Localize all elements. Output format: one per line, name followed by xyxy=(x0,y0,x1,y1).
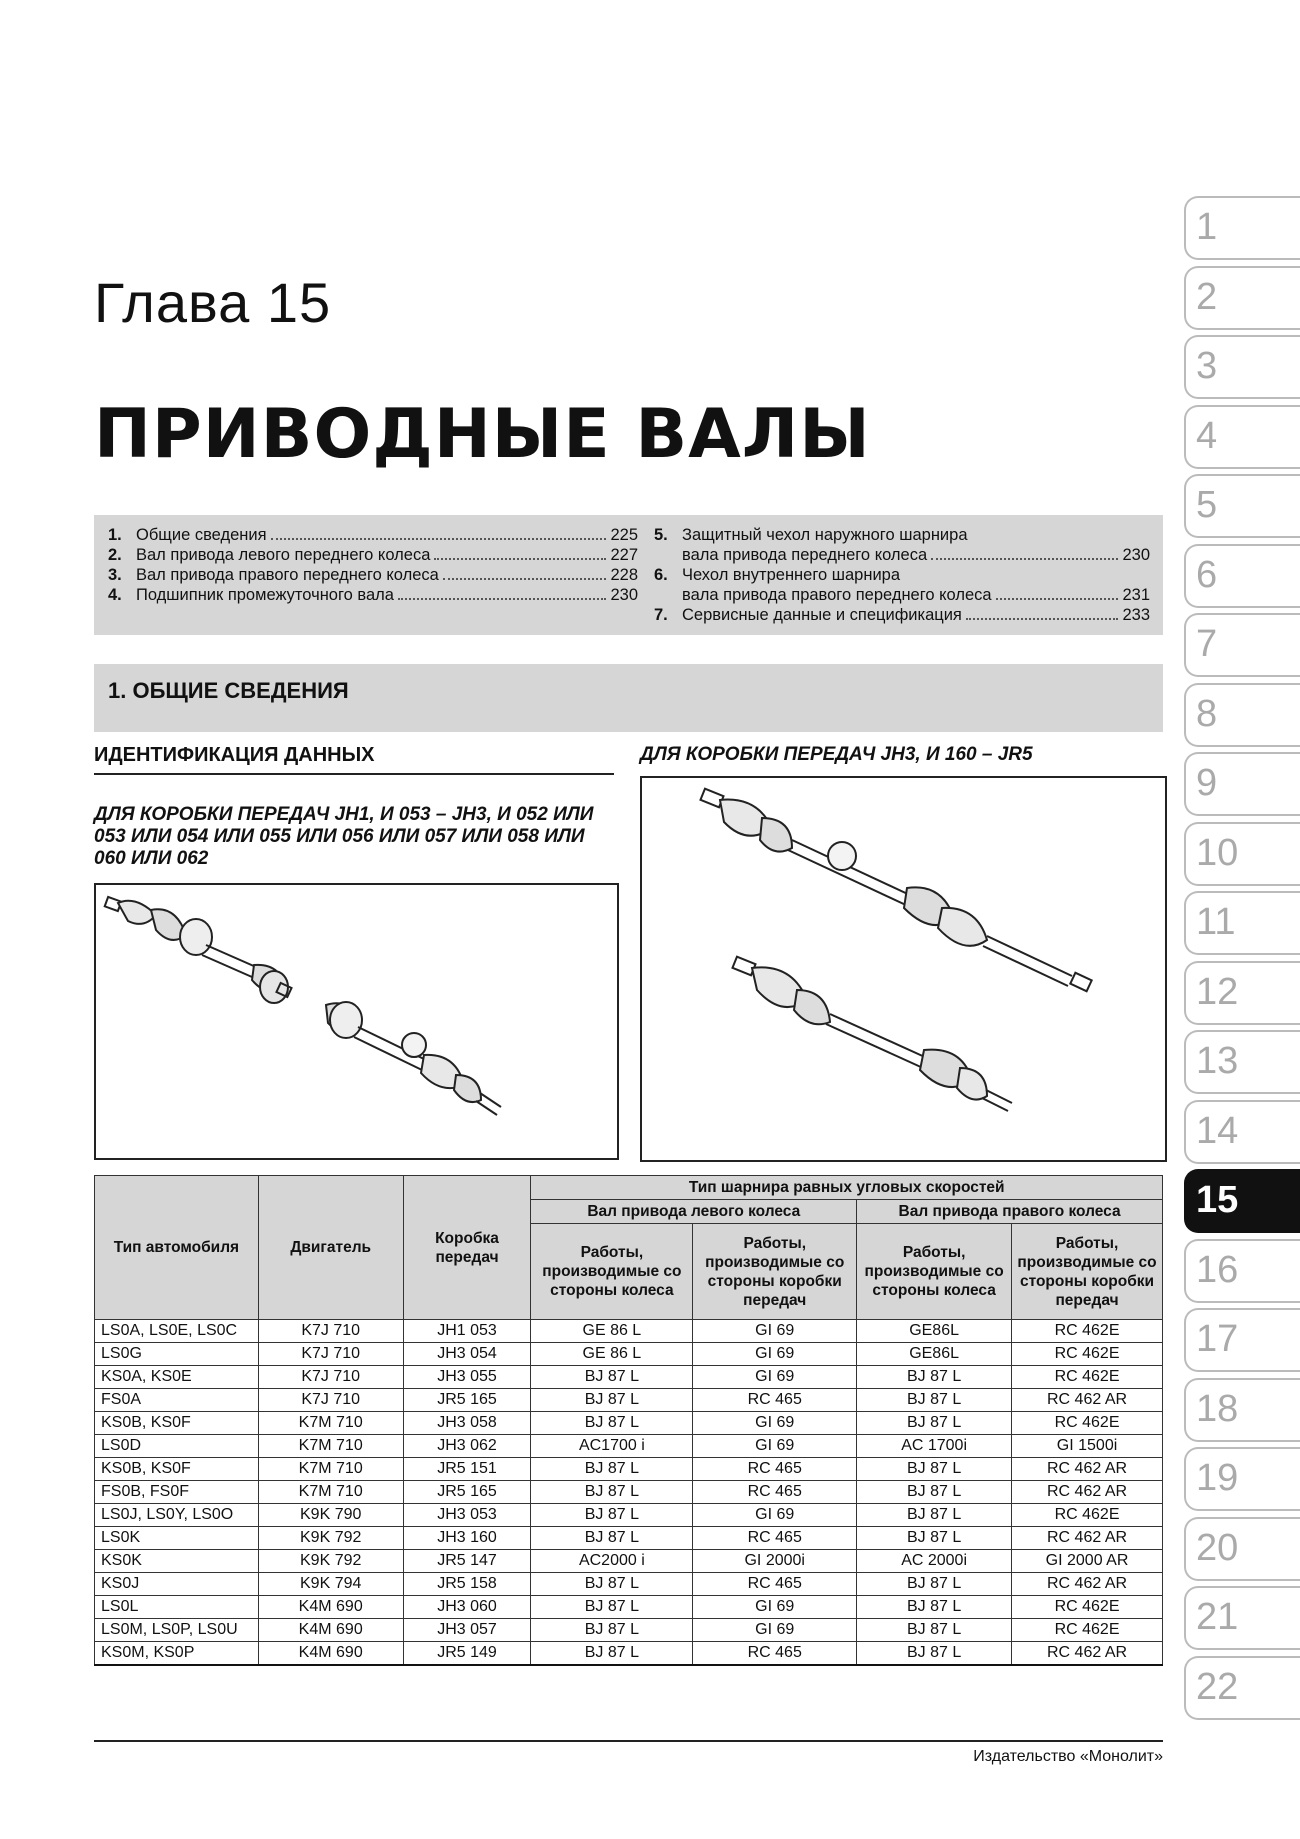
table-cell: LS0J, LS0Y, LS0O xyxy=(95,1504,259,1527)
chapter-tab-label: 13 xyxy=(1196,1040,1239,1082)
chapter-tab-8[interactable] xyxy=(1184,683,1300,747)
table-cell: JH3 058 xyxy=(403,1412,531,1435)
table-cell: JH3 053 xyxy=(403,1504,531,1527)
table-cell: JR5 165 xyxy=(403,1481,531,1504)
table-of-contents xyxy=(94,515,1163,635)
table-cell: RC 462E xyxy=(1012,1366,1163,1389)
chapter-tab-14[interactable] xyxy=(1184,1100,1300,1164)
table-cell: BJ 87 L xyxy=(531,1527,693,1550)
chapter-tab-18[interactable] xyxy=(1184,1378,1300,1442)
publisher-label: Издательство «Монолит» xyxy=(973,1748,1163,1765)
chapter-tab-label: 20 xyxy=(1196,1526,1239,1569)
table-row xyxy=(95,1504,1163,1527)
table-cell: AC2000 i xyxy=(531,1550,693,1573)
table-cell: JH1 053 xyxy=(403,1320,531,1343)
toc-entry xyxy=(108,565,638,585)
table-cell: JH3 062 xyxy=(403,1435,531,1458)
table-cell: BJ 87 L xyxy=(857,1504,1012,1527)
table-cell: GE86L xyxy=(857,1343,1012,1366)
header-engine: Двигатель xyxy=(258,1176,403,1320)
toc-leader-dots xyxy=(434,558,606,560)
table-cell: RC 462E xyxy=(1012,1596,1163,1619)
identification-heading: ИДЕНТИФИКАЦИЯ ДАННЫХ xyxy=(94,744,614,775)
chapter-tab-label: 11 xyxy=(1196,901,1236,943)
chapter-tab-20[interactable] xyxy=(1184,1517,1300,1581)
table-cell: JR5 149 xyxy=(403,1642,531,1666)
table-cell: BJ 87 L xyxy=(531,1412,693,1435)
toc-entry-continuation xyxy=(654,545,1150,565)
toc-entry-page: 230 xyxy=(610,586,638,604)
toc-leader-dots xyxy=(931,558,1118,560)
table-cell: K7J 710 xyxy=(258,1366,403,1389)
chapter-tab-label: 15 xyxy=(1196,1179,1239,1221)
table-cell: K9K 792 xyxy=(258,1550,403,1573)
table-cell: LS0G xyxy=(95,1343,259,1366)
table-cell: RC 462 AR xyxy=(1012,1481,1163,1504)
toc-entry-text: Вал привода левого переднего колеса xyxy=(136,546,431,564)
table-cell: GI 69 xyxy=(693,1366,857,1389)
table-cell: K9K 794 xyxy=(258,1573,403,1596)
table-cell: RC 462 AR xyxy=(1012,1389,1163,1412)
chapter-tab-3[interactable] xyxy=(1184,335,1300,399)
toc-entry-continuation xyxy=(654,585,1150,605)
chapter-tab-12[interactable] xyxy=(1184,961,1300,1025)
toc-entry-text: Защитный чехол наружного шарнира xyxy=(682,526,968,544)
chapter-tab-label: 21 xyxy=(1196,1596,1239,1638)
spec-table-body xyxy=(95,1320,1163,1666)
table-cell: KS0B, KS0F xyxy=(95,1458,259,1481)
chapter-tab-label: 19 xyxy=(1196,1457,1239,1499)
toc-entry-page: 231 xyxy=(1122,586,1150,604)
table-cell: GI 69 xyxy=(693,1343,857,1366)
table-cell: BJ 87 L xyxy=(857,1412,1012,1435)
table-cell: KS0B, KS0F xyxy=(95,1412,259,1435)
table-cell: GE86L xyxy=(857,1320,1012,1343)
toc-entry-number: 4. xyxy=(108,586,122,604)
header-cv-joint-type: Тип шарнира равных угловых скоростей xyxy=(531,1176,1163,1200)
table-cell: KS0K xyxy=(95,1550,259,1573)
toc-entry xyxy=(654,565,1150,585)
header-left-wheel-side: Работы, производимые со стороны колеса xyxy=(531,1224,693,1320)
table-cell: BJ 87 L xyxy=(857,1619,1012,1642)
table-cell: FS0A xyxy=(95,1389,259,1412)
table-cell: BJ 87 L xyxy=(531,1573,693,1596)
chapter-tab-label: 5 xyxy=(1196,484,1218,526)
table-row xyxy=(95,1481,1163,1504)
header-right-shaft: Вал привода правого колеса xyxy=(857,1200,1163,1224)
table-cell: BJ 87 L xyxy=(531,1389,693,1412)
toc-left-column xyxy=(108,525,638,605)
table-cell: FS0B, FS0F xyxy=(95,1481,259,1504)
chapter-tab-label: 4 xyxy=(1196,414,1218,457)
driveshaft-illustration-right xyxy=(642,778,1165,1160)
table-cell: K7J 710 xyxy=(258,1343,403,1366)
table-row xyxy=(95,1642,1163,1666)
toc-entry-number: 7. xyxy=(654,606,668,624)
table-cell: JH3 060 xyxy=(403,1596,531,1619)
toc-leader-dots xyxy=(443,578,607,580)
toc-entry-text: Общие сведения xyxy=(136,526,267,544)
table-cell: KS0M, KS0P xyxy=(95,1642,259,1666)
table-cell: BJ 87 L xyxy=(857,1573,1012,1596)
header-vehicle-type: Тип автомобиля xyxy=(95,1176,259,1320)
chapter-tab-label: 22 xyxy=(1196,1665,1239,1708)
table-row xyxy=(95,1619,1163,1642)
chapter-tab-10[interactable] xyxy=(1184,822,1300,886)
chapter-tab-label: 16 xyxy=(1196,1248,1239,1291)
table-cell: RC 465 xyxy=(693,1389,857,1412)
chapter-tab-label: 1 xyxy=(1196,206,1218,248)
chapter-tab-5[interactable] xyxy=(1184,474,1300,538)
chapter-tab-label: 6 xyxy=(1196,553,1218,596)
toc-leader-dots xyxy=(271,538,607,540)
table-cell: GI 1500i xyxy=(1012,1435,1163,1458)
table-cell: RC 462E xyxy=(1012,1343,1163,1366)
table-row xyxy=(95,1527,1163,1550)
table-cell: BJ 87 L xyxy=(857,1481,1012,1504)
chapter-tab-label: 7 xyxy=(1196,623,1218,665)
toc-entry xyxy=(108,545,638,565)
table-cell: RC 462 AR xyxy=(1012,1573,1163,1596)
table-cell: K4M 690 xyxy=(258,1596,403,1619)
table-cell: K4M 690 xyxy=(258,1619,403,1642)
toc-entry xyxy=(654,605,1150,625)
toc-leader-dots xyxy=(966,618,1119,620)
table-cell: GI 69 xyxy=(693,1435,857,1458)
table-row xyxy=(95,1550,1163,1573)
table-cell: JH3 160 xyxy=(403,1527,531,1550)
table-cell: K9K 792 xyxy=(258,1527,403,1550)
table-cell: JH3 054 xyxy=(403,1343,531,1366)
table-cell: BJ 87 L xyxy=(857,1458,1012,1481)
chapter-tab-9[interactable] xyxy=(1184,752,1300,816)
table-cell: GI 69 xyxy=(693,1619,857,1642)
chapter-tab-16[interactable] xyxy=(1184,1239,1300,1303)
table-row xyxy=(95,1343,1163,1366)
driveshaft-figure-right xyxy=(640,776,1167,1162)
table-cell: BJ 87 L xyxy=(857,1596,1012,1619)
chapter-tab-label: 9 xyxy=(1196,762,1218,804)
chapter-tab-11[interactable] xyxy=(1184,891,1300,955)
table-cell: JR5 151 xyxy=(403,1458,531,1481)
table-cell: LS0A, LS0E, LS0C xyxy=(95,1320,259,1343)
table-cell: RC 462 AR xyxy=(1012,1642,1163,1666)
table-cell: LS0M, LS0P, LS0U xyxy=(95,1619,259,1642)
table-cell: GI 2000 AR xyxy=(1012,1550,1163,1573)
chapter-tab-22[interactable] xyxy=(1184,1656,1300,1720)
table-cell: KS0J xyxy=(95,1573,259,1596)
table-cell: RC 465 xyxy=(693,1573,857,1596)
table-cell: LS0K xyxy=(95,1527,259,1550)
table-cell: RC 465 xyxy=(693,1642,857,1666)
table-cell: RC 465 xyxy=(693,1527,857,1550)
table-cell: JH3 057 xyxy=(403,1619,531,1642)
chapter-tab-17[interactable] xyxy=(1184,1308,1300,1372)
chapter-tab-label: 14 xyxy=(1196,1109,1239,1152)
table-cell: BJ 87 L xyxy=(857,1642,1012,1666)
chapter-tab-label: 3 xyxy=(1196,345,1218,387)
toc-entry-number: 1. xyxy=(108,526,122,544)
toc-entry-text: Подшипник промежуточного вала xyxy=(136,586,394,604)
table-cell: RC 465 xyxy=(693,1458,857,1481)
header-right-box-side: Работы, производимые со стороны коробки передач xyxy=(1012,1224,1163,1320)
chapter-tab-15[interactable] xyxy=(1184,1169,1300,1233)
table-cell: GE 86 L xyxy=(531,1343,693,1366)
toc-leader-dots xyxy=(996,598,1119,600)
table-cell: RC 462E xyxy=(1012,1504,1163,1527)
table-cell: BJ 87 L xyxy=(531,1619,693,1642)
chapter-title: ПРИВОДНЫЕ ВАЛЫ xyxy=(94,395,871,474)
table-row xyxy=(95,1366,1163,1389)
toc-entry-page: 225 xyxy=(610,526,638,544)
toc-entry-number: 5. xyxy=(654,526,668,544)
table-cell: BJ 87 L xyxy=(857,1366,1012,1389)
table-row xyxy=(95,1596,1163,1619)
table-cell: JR5 158 xyxy=(403,1573,531,1596)
table-cell: RC 465 xyxy=(693,1481,857,1504)
chapter-tab-4[interactable] xyxy=(1184,405,1300,469)
chapter-tab-21[interactable] xyxy=(1184,1586,1300,1650)
toc-entry-number: 3. xyxy=(108,566,122,584)
toc-entry-page: 228 xyxy=(610,566,638,584)
table-cell: K7J 710 xyxy=(258,1389,403,1412)
toc-entry-page: 227 xyxy=(610,546,638,564)
table-cell: K7M 710 xyxy=(258,1412,403,1435)
toc-right-column xyxy=(654,525,1150,625)
header-gearbox: Коробка передач xyxy=(403,1176,531,1320)
toc-entry xyxy=(108,525,638,545)
section-title: 1. ОБЩИЕ СВЕДЕНИЯ xyxy=(108,678,349,703)
table-cell: GI 69 xyxy=(693,1412,857,1435)
chapter-tab-7[interactable] xyxy=(1184,613,1300,677)
chapter-tab-13[interactable] xyxy=(1184,1030,1300,1094)
table-cell: JR5 147 xyxy=(403,1550,531,1573)
table-cell: AC1700 i xyxy=(531,1435,693,1458)
toc-entry-text: Вал привода правого переднего колеса xyxy=(136,566,439,584)
table-cell: K7M 710 xyxy=(258,1481,403,1504)
chapter-tab-label: 2 xyxy=(1196,275,1218,318)
chapter-tab-1[interactable] xyxy=(1184,196,1300,260)
table-cell: LS0L xyxy=(95,1596,259,1619)
table-cell: K7M 710 xyxy=(258,1435,403,1458)
chapter-tab-label: 18 xyxy=(1196,1387,1239,1430)
chapter-tab-2[interactable] xyxy=(1184,266,1300,330)
table-cell: AC 2000i xyxy=(857,1550,1012,1573)
table-cell: RC 462 AR xyxy=(1012,1458,1163,1481)
table-cell: KS0A, KS0E xyxy=(95,1366,259,1389)
chapter-tab-label: 17 xyxy=(1196,1318,1239,1360)
table-cell: RC 462 AR xyxy=(1012,1527,1163,1550)
figure-caption-left: ДЛЯ КОРОБКИ ПЕРЕДАЧ JH1, И 053 – JH3, И 052 ИЛИ 053 ИЛИ 054 ИЛИ 055 ИЛИ 056 ИЛИ 057 ИЛИ 058 ИЛИ 060 ИЛИ 062 xyxy=(94,804,594,869)
table-cell: JR5 165 xyxy=(403,1389,531,1412)
chapter-label: Глава 15 xyxy=(94,271,332,334)
table-cell: BJ 87 L xyxy=(531,1642,693,1666)
toc-leader-dots xyxy=(398,598,607,600)
table-cell: GI 69 xyxy=(693,1320,857,1343)
chapter-tab-6[interactable] xyxy=(1184,544,1300,608)
chapter-tab-label: 10 xyxy=(1196,831,1239,874)
table-row xyxy=(95,1458,1163,1481)
table-cell: GI 2000i xyxy=(693,1550,857,1573)
figure-caption-right: ДЛЯ КОРОБКИ ПЕРЕДАЧ JH3, И 160 – JR5 xyxy=(640,744,1033,765)
chapter-tab-label: 12 xyxy=(1196,970,1239,1013)
toc-entry xyxy=(654,525,1150,545)
table-row xyxy=(95,1389,1163,1412)
toc-entry-text: Чехол внутреннего шарнира xyxy=(682,566,901,584)
chapter-tab-label: 8 xyxy=(1196,692,1218,735)
table-cell: BJ 87 L xyxy=(531,1458,693,1481)
driveshaft-figure-left xyxy=(94,883,619,1160)
table-row xyxy=(95,1412,1163,1435)
header-left-shaft: Вал привода левого колеса xyxy=(531,1200,857,1224)
footer-rule xyxy=(94,1740,1163,1742)
table-cell: GI 69 xyxy=(693,1596,857,1619)
section-header xyxy=(94,664,1163,732)
table-cell: BJ 87 L xyxy=(531,1596,693,1619)
table-row xyxy=(95,1435,1163,1458)
table-cell: BJ 87 L xyxy=(531,1504,693,1527)
table-cell: K7J 710 xyxy=(258,1320,403,1343)
toc-entry-number: 6. xyxy=(654,566,668,584)
toc-entry-text: Сервисные данные и спецификация xyxy=(682,606,962,624)
table-cell: K9K 790 xyxy=(258,1504,403,1527)
table-cell: GE 86 L xyxy=(531,1320,693,1343)
table-cell: GI 69 xyxy=(693,1504,857,1527)
table-cell: K4M 690 xyxy=(258,1642,403,1666)
table-cell: JH3 055 xyxy=(403,1366,531,1389)
header-right-wheel-side: Работы, производимые со стороны колеса xyxy=(857,1224,1012,1320)
header-left-box-side: Работы, производимые со стороны коробки передач xyxy=(693,1224,857,1320)
table-cell: BJ 87 L xyxy=(857,1389,1012,1412)
toc-entry-page: 233 xyxy=(1122,606,1150,624)
toc-entry-text: вала привода правого переднего колеса xyxy=(682,586,992,604)
toc-entry xyxy=(108,585,638,605)
driveshaft-illustration-left xyxy=(96,885,617,1158)
table-cell: LS0D xyxy=(95,1435,259,1458)
toc-entry-page: 230 xyxy=(1122,546,1150,564)
table-cell: K7M 710 xyxy=(258,1458,403,1481)
table-cell: BJ 87 L xyxy=(531,1481,693,1504)
table-cell: AC 1700i xyxy=(857,1435,1012,1458)
toc-entry-text: вала привода переднего колеса xyxy=(682,546,928,564)
table-row xyxy=(95,1320,1163,1343)
drive-shaft-spec-table xyxy=(94,1175,1163,1666)
chapter-tab-19[interactable] xyxy=(1184,1447,1300,1511)
table-cell: RC 462E xyxy=(1012,1320,1163,1343)
toc-entry-number: 2. xyxy=(108,546,122,564)
table-cell: BJ 87 L xyxy=(857,1527,1012,1550)
table-cell: RC 462E xyxy=(1012,1412,1163,1435)
table-cell: BJ 87 L xyxy=(531,1366,693,1389)
table-cell: RC 462E xyxy=(1012,1619,1163,1642)
table-row xyxy=(95,1573,1163,1596)
